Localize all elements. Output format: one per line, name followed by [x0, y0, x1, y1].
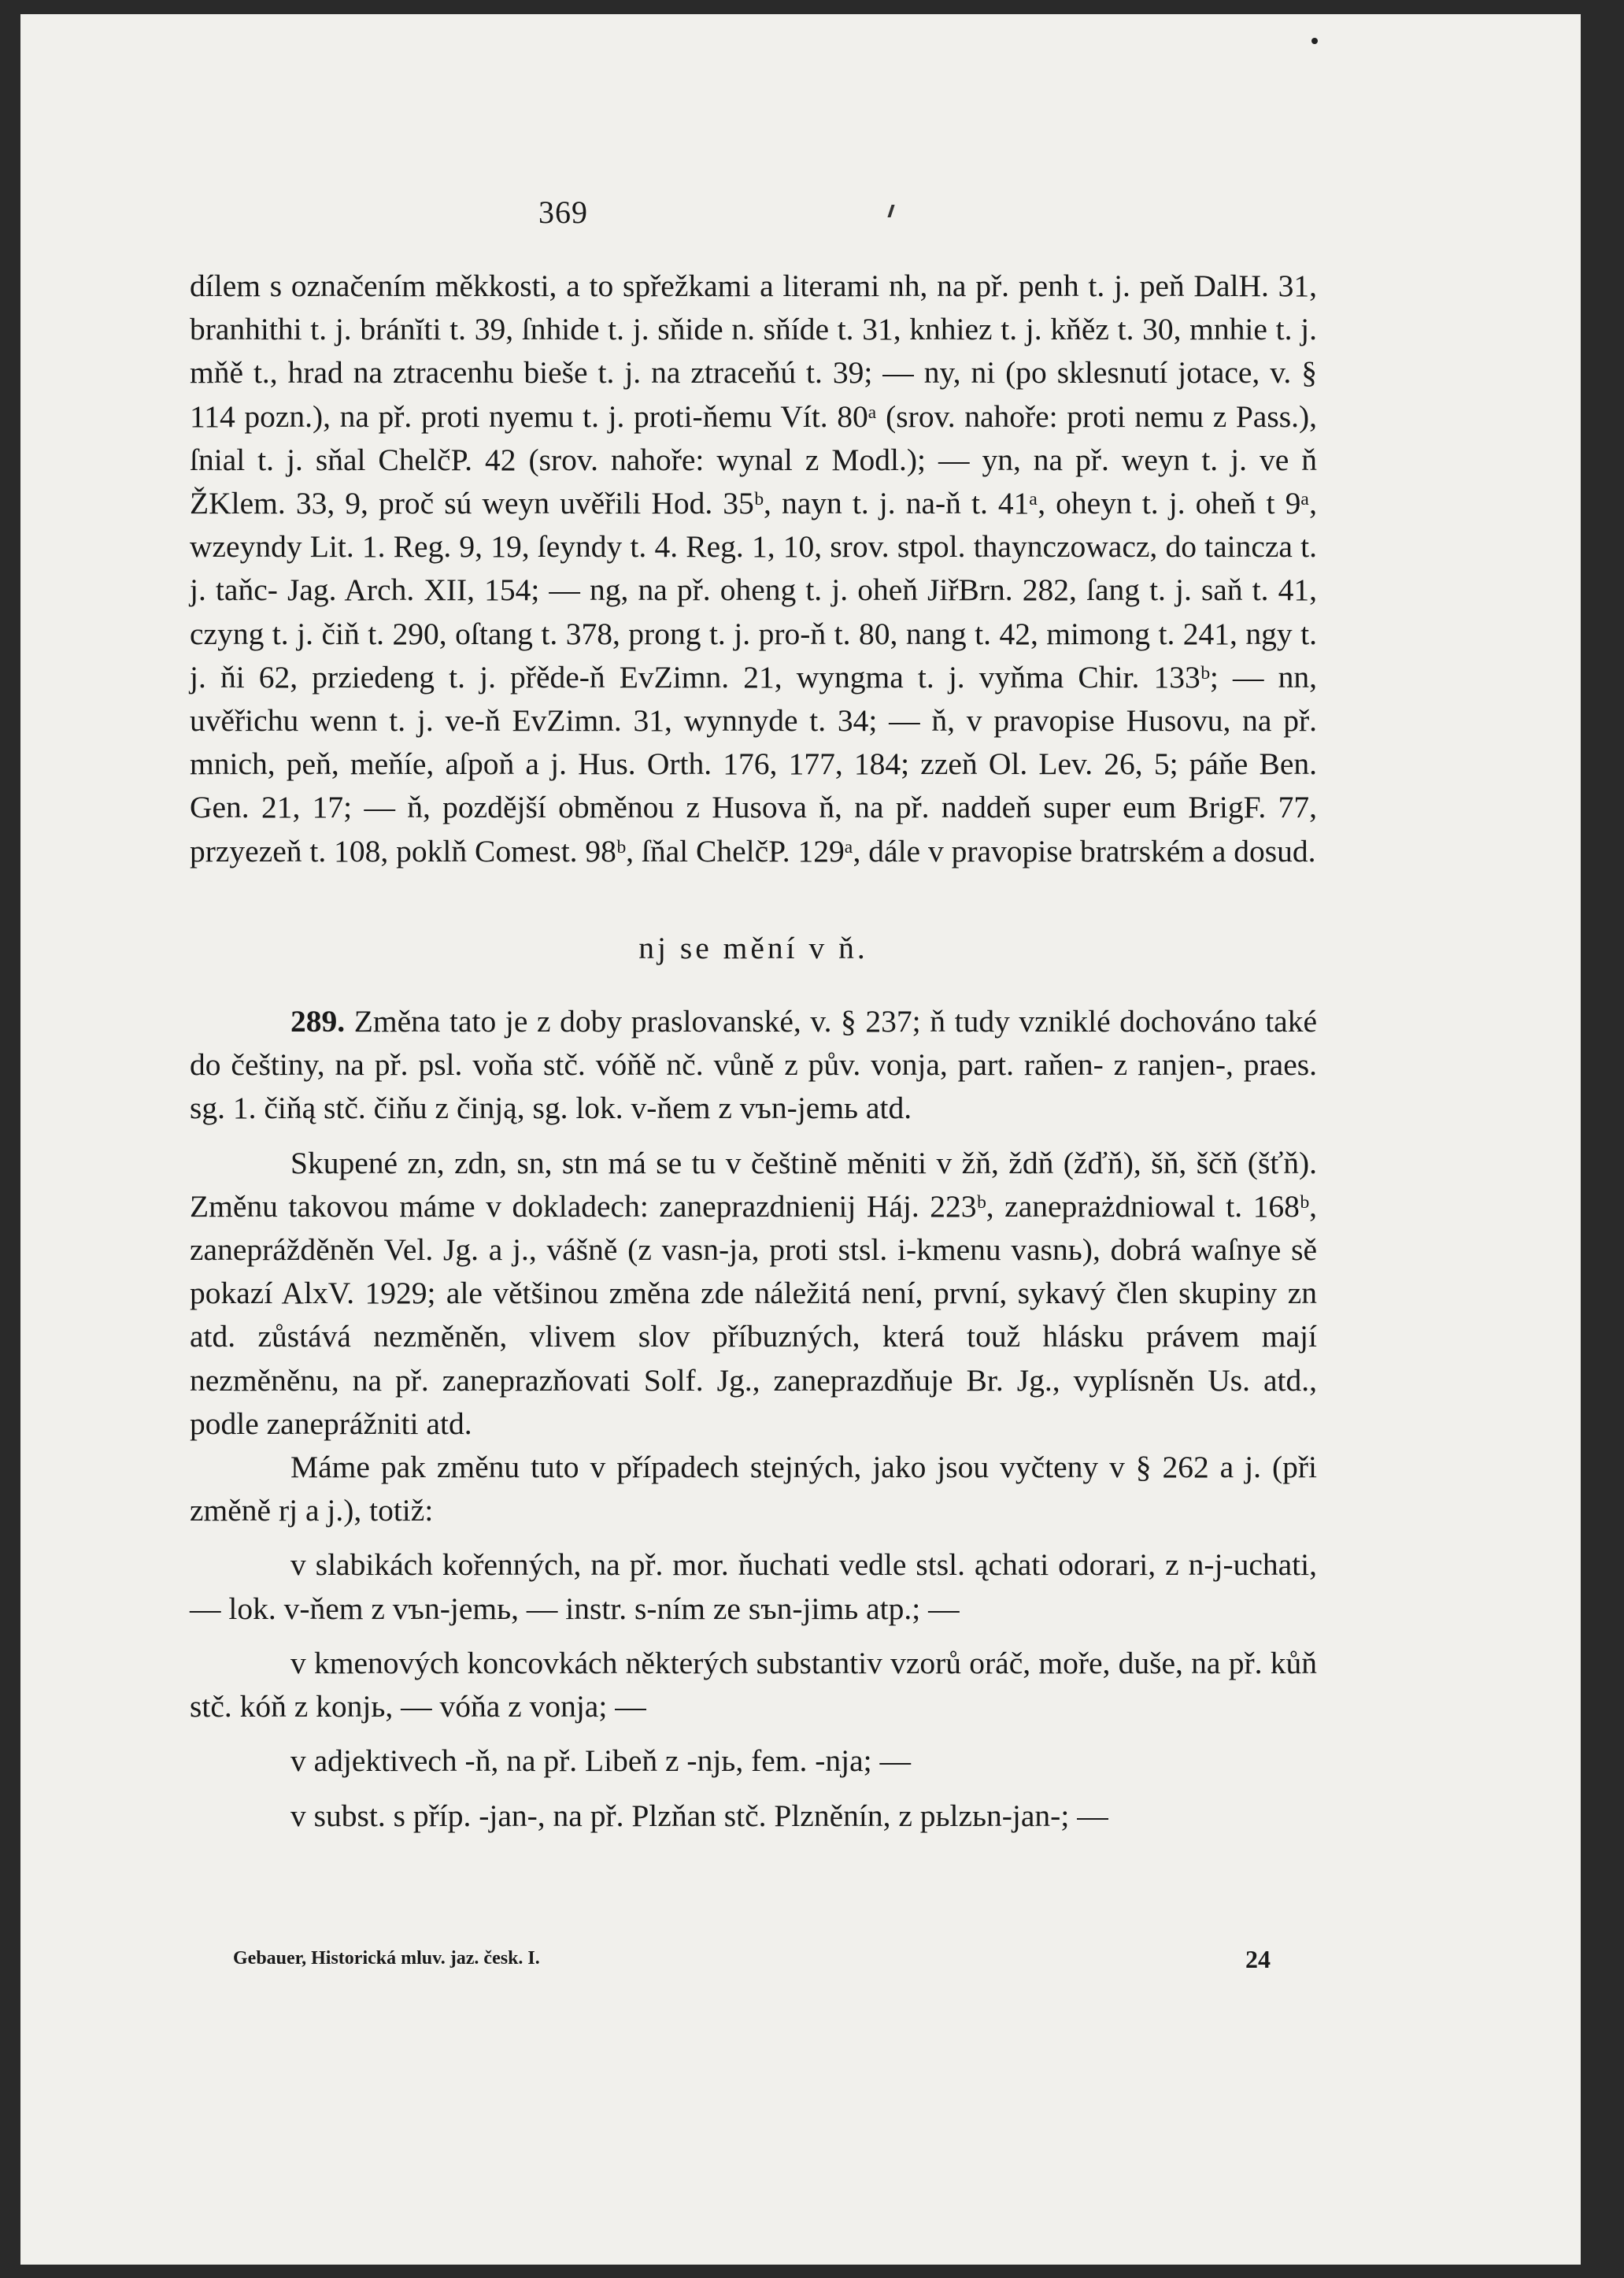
paragraph-skupene: Skupené zn, zdn, sn, stn má se tu v češtině měniti v žň, ždň (žďň), šň, ščň (šťň). Změnu takovou máme v dokladech: zaneprazdnienij Háj. 223ᵇ, zaneprażdniowal t. 168ᵇ, zaneprážděněn Vel. Jg. a j., vášně (z vasn-ja, proti stsl. i-kmenu vasnь), dobrá waſnye sě pokazí AlxV. 1929; ale většinou změna zde náležitá není, první, sykavý člen skupiny zn atd. zůstává nezměněn, vlivem slov příbuzných, která touž hlásku právem mají nezměněnu, na př. zaneprazňovati Solf. Jg., zaneprazdňuje Br. Jg., vyplísněn Us. atd., podle zaneprážniti atd.	[190, 1145, 1317, 1441]
paragraph-mame: Máme pak změnu tuto v případech stejných, jako jsou vyčteny v § 262 a j. (při změně rj a j.), totiž:	[190, 1450, 1317, 1528]
list-item: v adjektivech -ň, na př. Libeň z -njь, fem. -nja; —	[290, 1743, 911, 1779]
list-item: v slabikách kořenných, na př. mor. ňuchati vedle stsl. ąchati odorari, z n-j-uchati, — lok. v-ňem z vъn-jemь, — instr. s-ním ze sъn-jimь atp.; —	[190, 1547, 1317, 1626]
list-item: v kmenových koncovkách některých substantiv vzorů oráč, moře, duše, na př. kůň stč. kóň z konjь, — vóňa z vonja; —	[190, 1645, 1317, 1724]
section-number: 289.	[290, 1004, 346, 1039]
signature-number: 24	[1245, 1945, 1271, 1973]
body-text	[190, 265, 1317, 1838]
footer-signature: Gebauer, Historická mluv. jaz. česk. I.	[233, 1948, 540, 1969]
paragraph-289	[190, 1000, 1317, 1131]
list-item: v subst. s příp. -jan-, na př. Plzňan stč. Plzněnín, z pьlzьn-jan-; —	[290, 1798, 1108, 1833]
print-mark	[1311, 38, 1318, 44]
section-heading: nj se mění v ň.	[638, 930, 868, 965]
paragraph-289-text: Změna tato je z doby praslovanské, v. § 237; ň tudy vzniklé dochováno také do češtiny, na př. psl. voňa stč. vóňě nč. vůně z pův. vonja, part. raňen- z ranjen-, praes. sg. 1. čiňą stč. čiňu z činją, sg. lok. v-ňem z vъn-jemь atd.	[190, 1004, 1318, 1126]
book-page	[20, 14, 1581, 2265]
print-mark	[887, 205, 894, 217]
paragraph-continuation: dílem s označením měkkosti, a to spřežkami a literami nh, na př. penh t. j. peň DalH. 31, branhithi t. j. bránĭti t. 39, ſnhide t. j. sňide n. sňíde t. 31, knhiez t. j. kňěz t. 30, mnhie t. j. mňě t., hrad na ztracenhu bieše t. j. na ztraceňú t. 39; — ny, ni (po sklesnutí jotace, v. § 114 pozn.), na př. proti nyemu t. j. proti-ňemu Vít. 80ᵃ (srov. nahoře: proti nemu z Pass.), ſnial t. j. sňal ChelčP. 42 (srov. nahoře: wynal z Modl.); — yn, na př. weyn t. j. ve ň ŽKlem. 33, 9, proč sú weyn uvěřili Hod. 35ᵇ, nayn t. j. na-ň t. 41ᵃ, oheyn t. j. oheň t 9ᵃ, wzeyndy Lit. 1. Reg. 9, 19, ſeyndy t. 4. Reg. 1, 10, srov. stpol. thaynczowacz, do taincza t. j. taňc- Jag. Arch. XII, 154; — ng, na př. oheng t. j. oheň JiřBrn. 282, ſang t. j. saň t. 41, czyng t. j. čiň t. 290, oſtang t. 378, prong t. j. pro-ň t. 80, nang t. 42, mimong t. 241, ngy t. j. ňi 62, prziedeng t. j. přěde-ň EvZimn. 21, wyngma t. j. vyňma Chir. 133ᵇ; — nn, uvěřichu wenn t. j. ve-ň EvZimn. 31, wynnyde t. 34; — ň, v pravopise Husovu, na př. mnich, peň, meňíe, aſpoň a j. Hus. Orth. 176, 177, 184; zzeň Ol. Lev. 26, 5; páňe Ben. Gen. 21, 17; — ň, pozdější obměnou z Husova ň, na př. naddeň super eum BrigF. 77, przyezeň t. 108, poklň Comest. 98ᵇ, ſňal ChelčP. 129ᵃ, dále v pravopise bratrském a dosud.	[190, 269, 1317, 869]
page-number: 369	[538, 194, 588, 230]
footer	[233, 1945, 1271, 1973]
